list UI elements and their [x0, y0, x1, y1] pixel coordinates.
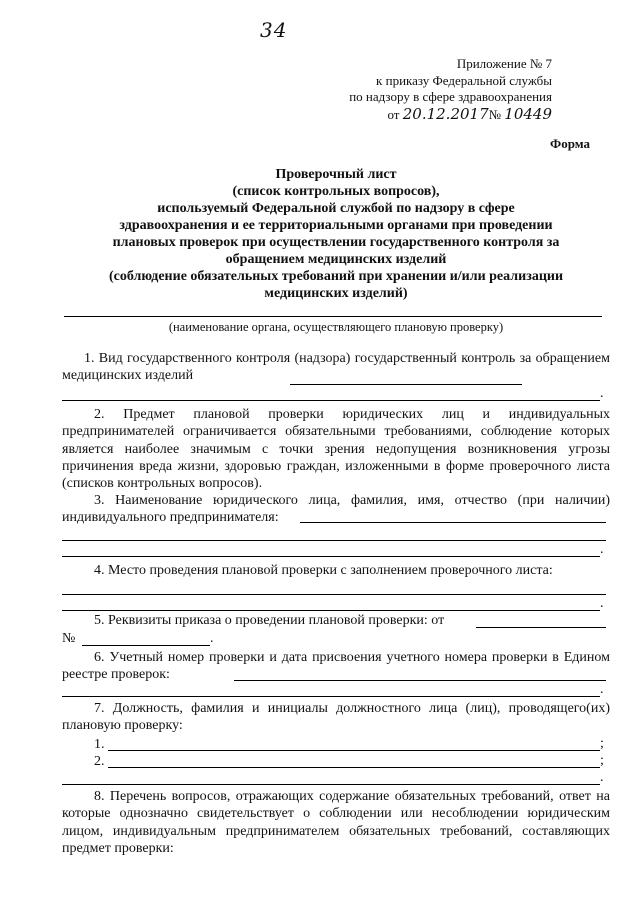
title-line: здравоохранения и ее территориальными органами при проведении	[119, 218, 553, 233]
appendix-line-2: к приказу Федеральной службы	[376, 72, 552, 88]
appendix-date-line	[349, 106, 552, 124]
item-6-field-2[interactable]	[62, 696, 600, 697]
item-7-entry-1-label: 1.	[94, 737, 105, 752]
item-1-end-dot: .	[600, 386, 604, 401]
item-7-text: 7. Должность, фамилия и инициалы должностного лица (лиц), проводящего(их) плановую проверку:	[62, 701, 610, 734]
item-5-end-dot: .	[210, 631, 214, 646]
item-5-date-field[interactable]	[476, 627, 606, 628]
item-6-end-dot: .	[600, 682, 604, 697]
item-7-entry-2-field[interactable]	[108, 767, 600, 768]
title-line: медицинских изделий)	[264, 286, 408, 301]
title-line: используемый Федеральной службой по надзору в сфере	[157, 201, 515, 216]
item-4-field-2[interactable]	[62, 610, 600, 611]
item-5-number-field[interactable]	[82, 645, 210, 646]
item-1-text: 1. Вид государственного контроля (надзора) государственный контроль за обращением медицинских изделий	[62, 351, 610, 384]
order-number: 10449	[504, 104, 552, 123]
appendix-line-1: Приложение № 7	[456, 56, 552, 71]
item-3-field[interactable]	[300, 522, 606, 523]
date-prefix: от	[387, 106, 400, 122]
document-title	[64, 166, 608, 302]
item-4-field[interactable]	[62, 594, 606, 595]
item-3-field-2[interactable]	[62, 540, 606, 541]
item-3-end-dot: .	[600, 542, 604, 557]
item-6-field[interactable]	[234, 680, 606, 681]
item-5-number-label: №	[62, 631, 76, 646]
item-3-text: 3. Наименование юридического лица, фамилия, имя, отчество (при наличии) индивидуального предпринимателя:	[62, 493, 610, 526]
item-7-end-dot: .	[600, 770, 604, 785]
item-7-entry-1-field[interactable]	[108, 750, 600, 751]
number-sign: №	[488, 106, 502, 122]
appendix-line-3: по надзору в сфере здравоохранения	[349, 89, 552, 104]
item-3-field-3[interactable]	[62, 556, 600, 557]
title-line: (соблюдение обязательных требований при хранении и/или реализации	[108, 269, 564, 284]
item-1-field-2[interactable]	[62, 400, 600, 401]
org-caption: (наименование органа, осуществляющего плановую проверку)	[168, 320, 504, 334]
item-1-field[interactable]	[290, 384, 522, 385]
title-line: обращением медицинских изделий	[225, 252, 447, 267]
item-7-entry-1-semicolon: ;	[600, 736, 604, 751]
item-5-text: 5. Реквизиты приказа о проведении плановой проверки: от	[94, 613, 445, 628]
form-label: Форма	[550, 136, 590, 151]
item-2-text: 2. Предмет плановой проверки юридических лиц и индивидуальных предпринимателей ограничивается обязательными требованиями, соблюдение которых является наиболее значимым с точки зрения недопущения возникновения угрозы причинения вреда жизни, здоровью граждан, изложенными в форме проверочного листа (списков контрольных вопросов).	[62, 407, 610, 492]
item-4-end-dot: .	[600, 596, 604, 611]
title-line: (список контрольных вопросов),	[232, 184, 440, 199]
item-4-text: 4. Место проведения плановой проверки с заполнением проверочного листа:	[94, 563, 553, 578]
order-date: 20.12.2017	[402, 104, 489, 123]
title-line: Проверочный лист	[275, 167, 397, 182]
org-name-field[interactable]	[64, 316, 602, 317]
item-7-entry-2-label: 2.	[94, 754, 105, 769]
item-8-text: 8. Перечень вопросов, отражающих содержание обязательных требований, ответ на которые однозначно свидетельствует о соблюдении или несоблюдении юридическим лицом, индивидуальным предпринимателем обязательных требований, составляющих предмет проверки:	[62, 789, 610, 856]
item-6-text: 6. Учетный номер проверки и дата присвоения учетного номера проверки в Едином реестре проверок:	[62, 650, 610, 683]
appendix-block	[349, 56, 552, 123]
item-7-field-3[interactable]	[62, 784, 600, 785]
title-line: плановых проверок при осуществлении государственного контроля за	[112, 235, 560, 250]
page-number: 34	[260, 18, 288, 42]
item-7-entry-2-semicolon: ;	[600, 753, 604, 768]
